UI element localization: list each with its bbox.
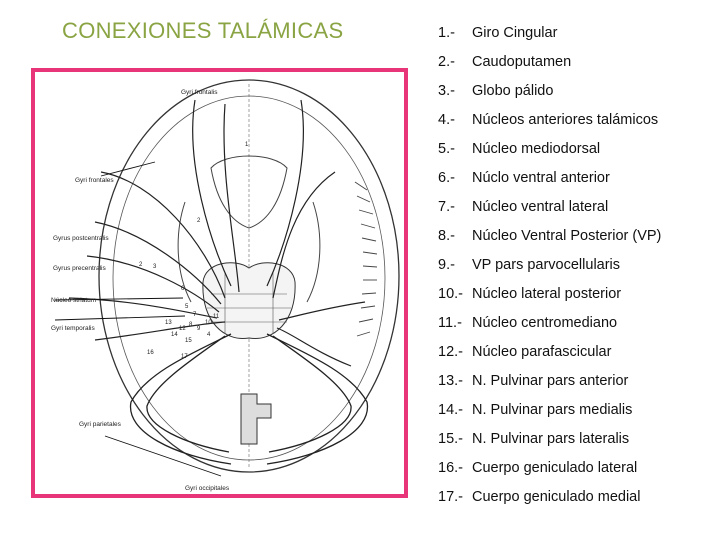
legend-item: 14.- N. Pulvinar pars medialis	[438, 402, 633, 418]
legend-item: 5.- Núcleo mediodorsal	[438, 141, 601, 157]
nucleus-number: 10	[205, 320, 212, 326]
nucleus-number: 2	[197, 218, 201, 224]
nucleus-number: 3	[153, 264, 157, 270]
nucleus-number: 14	[171, 332, 178, 338]
nucleus-number: 12	[179, 326, 186, 332]
nucleus-number: 13	[165, 320, 172, 326]
nucleus-number: 16	[147, 350, 154, 356]
nucleus-number: 7	[193, 312, 197, 318]
legend-item: 9.- VP pars parvocellularis	[438, 257, 621, 273]
legend-item: 2.- Caudoputamen	[438, 54, 572, 70]
occipital-hatched-structure	[241, 394, 271, 444]
nucleus-number: 6	[181, 286, 185, 292]
label-nucleo-striatum: Núcleo striatum	[51, 297, 97, 304]
nucleus-number: 4	[207, 332, 211, 338]
legend-item: 15.- N. Pulvinar pars lateralis	[438, 431, 630, 447]
legend-item: 10.- Núcleo lateral posterior	[438, 286, 622, 302]
label-gyri-temporalis: Gyri temporalis	[51, 325, 95, 332]
nucleus-number: 11	[213, 314, 220, 320]
nucleus-number: 15	[185, 338, 192, 344]
nucleus-number: 1	[245, 142, 249, 148]
label-gyri-parietales: Gyri parietales	[79, 421, 121, 428]
legend-item: 13.- N. Pulvinar pars anterior	[438, 373, 629, 389]
brain-section-diagram	[35, 72, 404, 494]
label-leader-lines	[55, 162, 221, 476]
legend-item: 8.- Núcleo Ventral Posterior (VP)	[438, 228, 662, 244]
caudoputamen-right	[307, 202, 320, 302]
nucleus-number: 8	[189, 322, 193, 328]
legend-item: 16.- Cuerpo geniculado lateral	[438, 460, 638, 476]
thalamus-region	[203, 263, 295, 339]
structure-legend	[438, 19, 661, 512]
nucleus-number: 9	[197, 326, 201, 332]
legend-item: 12.- Núcleo parafascicular	[438, 344, 612, 360]
nucleus-number: 5	[185, 304, 189, 310]
legend-item: 17.- Cuerpo geniculado medial	[438, 489, 641, 505]
legend-item: 1.- Giro Cingular	[438, 25, 558, 41]
nucleus-number: 2	[139, 262, 143, 268]
nucleus-number: 17	[181, 354, 188, 360]
legend-item: 4.- Núcleos anteriores talámicos	[438, 112, 659, 128]
legend-item: 3.- Globo pálido	[438, 83, 554, 99]
page-title: CONEXIONES TALÁMICAS	[62, 18, 344, 43]
label-gyri-frontalis: Gyri frontalis	[181, 89, 218, 96]
legend-item: 6.- Núclo ventral anterior	[438, 170, 610, 186]
legend-item: 7.- Núcleo ventral lateral	[438, 199, 609, 215]
label-gyri-frontales: Gyri frontales	[75, 177, 114, 184]
brain-diagram-frame	[31, 68, 408, 498]
legend-item: 11.- Núcleo centromediano	[438, 315, 618, 331]
label-gyri-occipitales: Gyri occipitales	[185, 485, 230, 492]
label-gyrus-postcentralis: Gyrus postcentralis	[53, 235, 109, 242]
label-gyrus-precentralis: Gyrus precentralis	[53, 265, 106, 272]
